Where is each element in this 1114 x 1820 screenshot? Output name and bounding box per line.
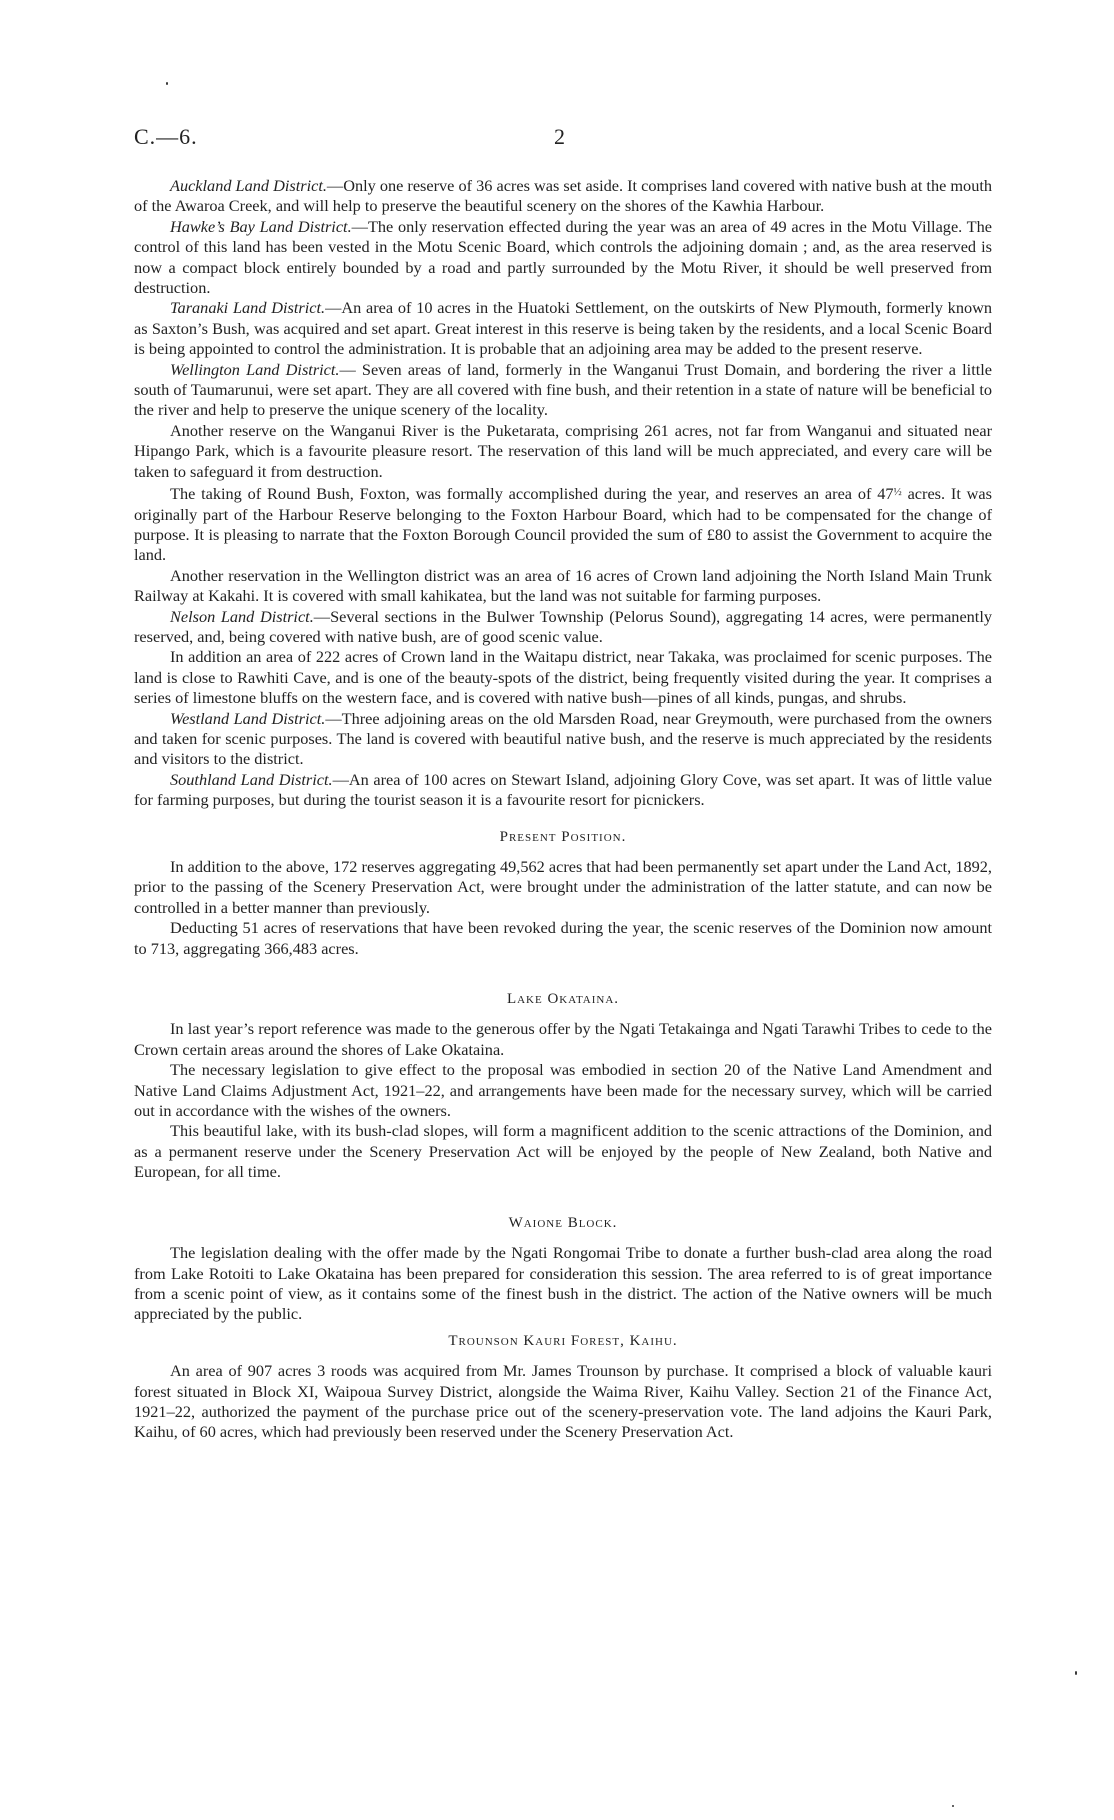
district-heading: Westland Land District. xyxy=(170,708,326,728)
paragraph-text: The necessary legislation to give effect to the proposal was embodied in section 20 of the Native Land Amendment and Native Land Claims Adjustment Act, 1921–22, and arrangements have been made for the necessary survey, which will be carried out in accordance with the wishes of the owners. xyxy=(134,1060,992,1121)
section-heading-trounson: Trounson Kauri Forest, Kaihu. xyxy=(448,1332,678,1349)
district-heading: Auckland Land District. xyxy=(170,176,327,195)
scan-speck xyxy=(166,82,168,85)
paragraph-text: —Three adjoining areas on the old Marsden Road, near Greymouth, were purchased from the owners and taken for scenic purposes. The land is covered with beautiful native bush, and the reserve is much appreciated by the residents and visitors to the district. xyxy=(134,708,993,769)
page-header xyxy=(134,124,992,156)
paragraph-text: — Seven areas of land, formerly in the Wanganui Trust Domain, and bordering the river a little south of Taumarunui, were set apart. They are all covered with fine bush, and their retention in a state of nature will be beneficial to the river and help to preserve the unique scenery of the locality. xyxy=(134,359,993,420)
paragraph-text: In addition to the above, 172 reserves aggregating 49,562 acres that had been permanently set apart under the Land Act, 1892, prior to the passing of the Scenery Preservation Act, were brought under the administration of the latter statute, and can now be controlled in a better manner than previously. xyxy=(134,857,992,917)
paragraph-text: —Only one reserve of 36 acres was set aside. It comprises land covered with native bush at the mouth of the Awaroa Creek, and will help to preserve the beautiful scenery on the shores of the Kawhia Harbour. xyxy=(134,176,992,216)
scan-speck xyxy=(1075,1671,1077,1675)
scan-speck xyxy=(952,1805,954,1807)
paragraph-southland xyxy=(134,770,992,811)
paragraph-waitapu: In addition an area of 222 acres of Crown land in the Waitapu district, near Takaka, was proclaimed for scenic purposes. The land is close to Rawhiti Cave, and is one of the beauty-spots of the district, being frequently visited during the year. It comprises a series of limestone bluffs on the western face, and is covered with native bush—pines of all kinds, pungas, and shrubs. xyxy=(134,647,992,708)
district-heading: Taranaki Land District. xyxy=(170,298,326,318)
section-heading-waione-block: Waione Block. xyxy=(508,1214,618,1231)
paragraph-text: —The only reservation effected during the year was an area of 49 acres in the Motu Village. The control of this land has been vested in the Motu Scenic Board, which controls the adjoining domain ; and, as the area reserved is now a compact block entirely bounded by a road and partly surrounded by the Motu River, it should be well preserved from destruction. xyxy=(134,216,992,298)
paragraph-text: The taking of Round Bush, Foxton, was formally accomplished during the year, and reserves an area of 47 xyxy=(170,484,894,504)
district-heading: Nelson Land District. xyxy=(170,606,314,626)
paragraph-text: acres. It was originally part of the Harbour Reserve belonging to the Foxton Harbour Board, which had to be compensated for the change of purpose. It is pleasing to narrate that the Foxton Borough Council provided the sum of £80 to assist the Government to acquire the land. xyxy=(134,484,992,565)
body-text xyxy=(134,176,992,1443)
paragraph-text: Deducting 51 acres of reservations that have been revoked during the year, the scenic reserves of the Dominion now amount to 713, aggregating 366,483 acres. xyxy=(134,918,992,958)
paragraph-kakahi: Another reservation in the Wellington district was an area of 16 acres of Crown land adjoining the North Island Main Trunk Railway at Kakahi. It is covered with small kahikatea, but the land was not suitable for farming purposes. xyxy=(134,565,992,606)
paragraph-text: In last year’s report reference was made to the generous offer by the Ngati Tetakainga and Ngati Tarawhi Tribes to cede to the Crown certain areas around the shores of Lake Okataina. xyxy=(134,1019,992,1059)
district-heading: Hawke’s Bay Land District. xyxy=(170,216,352,236)
paragraph-text: The legislation dealing with the offer made by the Ngati Rongomai Tribe to donate a further bush-clad area along the road from Lake Rotoiti to Lake Okataina has been prepared for consideration this session. The area referred to is of great importance from a scenic point of view, as it contains some of the finest bush in the district. The action of the Native owners will be much appreciated by the public. xyxy=(134,1243,992,1324)
district-heading: Southland Land District. xyxy=(170,769,333,789)
paragraph-round-bush xyxy=(134,482,992,566)
paragraph-text: An area of 907 acres 3 roods was acquired from Mr. James Trounson by purchase. It comprised a block of valuable kauri forest situated in Block XI, Waipoua Survey District, alongside the Waima River, Kaihu Valley. Section 21 of the Finance Act, 1921–22, authorized the payment of the purchase price out of the scenery-preservation vote. The land adjoins the Kauri Park, Kaihu, of 60 acres, which had previously been reserved under the Scenery Preservation Act. xyxy=(134,1361,992,1442)
paragraph-wellington xyxy=(134,360,992,421)
section-heading-present-position: Present Position. xyxy=(499,828,627,845)
fraction: ½ xyxy=(893,486,902,499)
paragraph-text: —Several sections in the Bulwer Township (Pelorus Sound), aggregating 14 acres, were permanently reserved, and, being covered with native bush, are of good scenic value. xyxy=(134,606,992,646)
paragraph-text: —An area of 10 acres in the Huatoki Settlement, on the outskirts of New Plymouth, formerly known as Saxton’s Bush, was acquired and set apart. Great interest in this reserve is being taken by the residents, and a local Scenic Board is being appointed to control the administration. It is probable that an adjoining area may be added to the present reserve. xyxy=(134,298,992,359)
paragraph-nelson xyxy=(134,607,992,648)
page-number: 2 xyxy=(554,124,565,149)
document-reference: C.—6. xyxy=(134,124,198,149)
paragraph-text: This beautiful lake, with its bush-clad slopes, will form a magnificent addition to the scenic attractions of the Dominion, and as a permanent reserve under the Scenery Preservation Act will be enjoyed by the people of New Zealand, both Native and European, for all time. xyxy=(134,1121,992,1182)
section-heading-lake-okataina: Lake Okataina. xyxy=(506,991,620,1008)
paragraph-taranaki xyxy=(134,298,992,359)
district-heading: Wellington Land District. xyxy=(170,359,340,379)
paragraph-westland xyxy=(134,709,992,770)
paragraph-text: —An area of 100 acres on Stewart Island, adjoining Glory Cove, was set apart. It was of little value for farming purposes, but during the tourist season it is a favourite resort for picnickers. xyxy=(134,769,992,810)
paragraph-puketarata: Another reserve on the Wanganui River is the Puketarata, comprising 261 acres, not far from Wanganui and situated near Hipango Park, which is a favourite pleasure resort. The reservation of this land will be much appreciated, and every care will be taken to safeguard it from destruction. xyxy=(134,420,992,481)
paragraph-hawkes-bay xyxy=(134,217,992,299)
paragraph-auckland xyxy=(134,176,992,217)
